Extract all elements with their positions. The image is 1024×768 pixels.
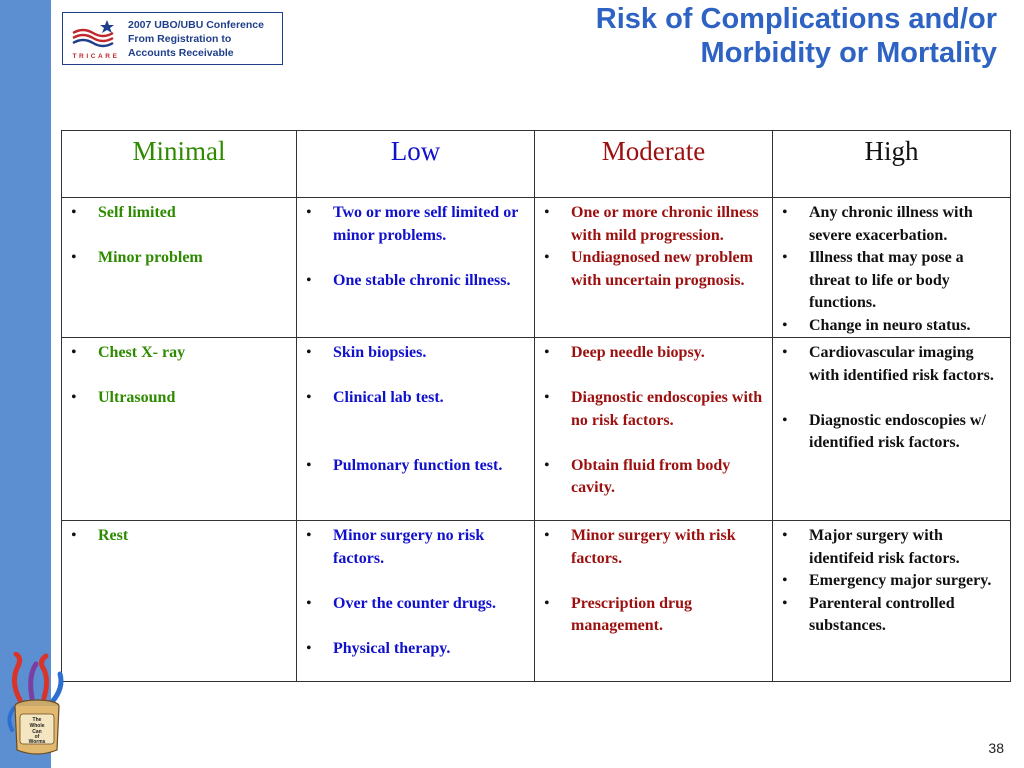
worm-art-line-2: Whole	[29, 723, 45, 729]
list-item: • Prescription drug management.	[535, 593, 772, 638]
logo-line-2: From Registration to	[128, 33, 232, 45]
tricare-logo-icon	[69, 17, 123, 61]
list-item: • Minor problem	[62, 247, 296, 270]
list-item: • One stable chronic illness.	[297, 270, 534, 293]
list-item: • Physical therapy.	[297, 638, 534, 661]
worm-art-line-1: The	[32, 717, 42, 723]
list-item: • Illness that may pose a threat to life or body functions.	[773, 247, 1010, 315]
list-item: • Self limited	[62, 202, 296, 225]
list-item: • Pulmonary function test.	[297, 455, 534, 478]
table-header-row	[62, 131, 1011, 198]
title-line-2: Morbidity or Mortality	[700, 37, 997, 69]
header-minimal: Minimal	[62, 131, 297, 198]
header-high: High	[773, 131, 1011, 198]
list-item: • Any chronic illness with severe exacerbation.	[773, 202, 1010, 247]
cell-low	[297, 338, 535, 521]
list-item: • Skin biopsies.	[297, 342, 534, 365]
cell-low	[297, 521, 535, 682]
header-moderate: Moderate	[535, 131, 773, 198]
list-item: • Over the counter drugs.	[297, 593, 534, 616]
list-item: • Diagnostic endoscopies w/ identified risk factors.	[773, 410, 1010, 455]
worm-art-line-5: Worms	[28, 739, 46, 745]
list-item: • Obtain fluid from body cavity.	[535, 455, 772, 500]
conference-logo	[62, 12, 283, 65]
cell-moderate	[535, 521, 773, 682]
logo-line-3: Accounts Receivable	[128, 47, 234, 59]
list-item: • Chest X- ray	[62, 342, 296, 365]
can-of-worms-icon	[6, 652, 68, 760]
table-row	[62, 338, 1011, 521]
list-item: • Change in neuro status.	[773, 315, 1010, 338]
list-item: • Minor surgery with risk factors.	[535, 525, 772, 570]
list-item: • Undiagnosed new problem with uncertain prognosis.	[535, 247, 772, 292]
logo-line-1: 2007 UBO/UBU Conference	[128, 19, 264, 31]
cell-high	[773, 198, 1011, 338]
cell-moderate	[535, 198, 773, 338]
page-number: 38	[988, 740, 1004, 756]
cell-high	[773, 521, 1011, 682]
list-item: • Diagnostic endoscopies with no risk factors.	[535, 387, 772, 432]
logo-text	[128, 18, 264, 60]
list-item: • Deep needle biopsy.	[535, 342, 772, 365]
list-item: • One or more chronic illness with mild progression.	[535, 202, 772, 247]
header-low: Low	[297, 131, 535, 198]
slide-title	[596, 2, 997, 70]
table-row	[62, 521, 1011, 682]
cell-low	[297, 198, 535, 338]
list-item: • Clinical lab test.	[297, 387, 534, 410]
cell-high	[773, 338, 1011, 521]
worm-art-line-4: of	[34, 734, 40, 740]
cell-minimal	[62, 338, 297, 521]
worm-art-line-3: Can	[32, 729, 42, 735]
list-item: • Minor surgery no risk factors.	[297, 525, 534, 570]
list-item: • Ultrasound	[62, 387, 296, 410]
cell-moderate	[535, 338, 773, 521]
list-item: • Cardiovascular imaging with identified risk factors.	[773, 342, 1010, 387]
list-item: • Emergency major surgery.	[773, 570, 1010, 593]
risk-table	[61, 130, 1011, 682]
list-item: • Two or more self limited or minor problems.	[297, 202, 534, 247]
list-item: • Rest	[62, 525, 296, 548]
cell-minimal	[62, 198, 297, 338]
cell-minimal	[62, 521, 297, 682]
list-item: • Parenteral controlled substances.	[773, 593, 1010, 638]
logo-mark-text: TRICARE	[72, 53, 120, 60]
table-row	[62, 198, 1011, 338]
title-line-1: Risk of Complications and/or	[595, 3, 997, 35]
list-item: • Major surgery with identifeid risk factors.	[773, 525, 1010, 570]
